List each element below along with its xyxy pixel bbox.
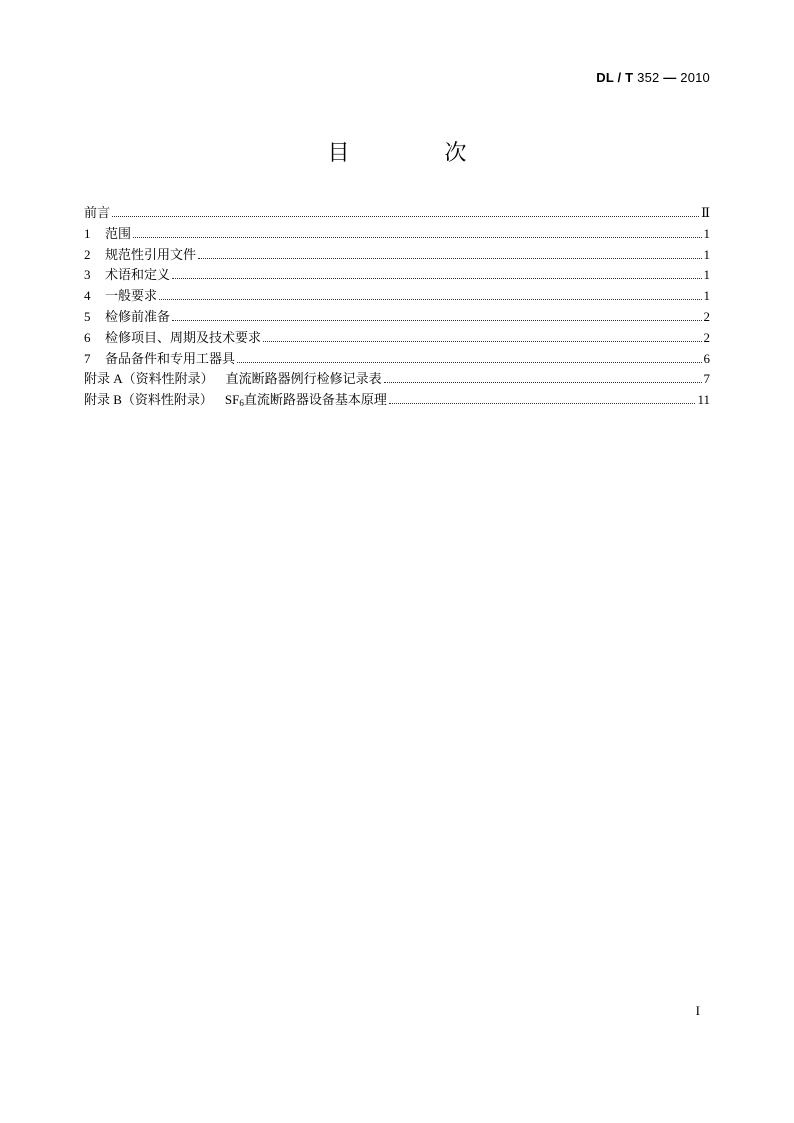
toc-entry-appendix-b[interactable] (84, 390, 710, 411)
toc-entry-page: 7 (703, 371, 710, 387)
toc-entry-title: 检修项目、周期及技术要求 (105, 329, 262, 345)
toc-entry-title: 直流断路器例行检修记录表 (225, 371, 382, 387)
toc-entry-page: 2 (703, 308, 710, 324)
toc-entry-number: 1 (84, 225, 91, 241)
toc-entry-page: 6 (703, 350, 710, 366)
toc-entry-4[interactable] (84, 286, 710, 307)
toc-leader (198, 258, 701, 259)
toc-entry-page: 11 (697, 392, 710, 408)
toc-leader (389, 403, 696, 404)
toc-entry-foreword[interactable] (84, 203, 710, 224)
standard-number: 352 (637, 70, 660, 85)
toc-entry-6[interactable] (84, 328, 710, 349)
toc-leader (112, 216, 699, 217)
toc-entry-5[interactable] (84, 307, 710, 328)
formula-subscript: 6 (239, 398, 244, 409)
toc-entry-page: 1 (703, 246, 710, 262)
toc-entry-number: 7 (84, 350, 91, 366)
table-of-contents (84, 203, 710, 411)
toc-entry-title: 术语和定义 (105, 267, 171, 283)
page-number: I (695, 1003, 700, 1018)
toc-leader (384, 382, 702, 383)
toc-entry-number: 6 (84, 329, 91, 345)
appendix-label: 附录 A（资料性附录） (84, 371, 214, 387)
toc-entry-number: 5 (84, 308, 91, 324)
standard-year: 2010 (680, 70, 710, 85)
toc-leader (133, 237, 701, 238)
toc-entry-title: 检修前准备 (105, 308, 171, 324)
toc-entry-appendix-a[interactable] (84, 369, 710, 390)
toc-entry-2[interactable] (84, 245, 710, 266)
toc-entry-title (225, 390, 387, 411)
toc-entry-number: 2 (84, 246, 91, 262)
toc-entry-title: 规范性引用文件 (105, 246, 197, 262)
toc-entry-7[interactable] (84, 349, 710, 370)
toc-leader (263, 341, 701, 342)
toc-entry-title: 备品备件和专用工器具 (105, 350, 236, 366)
standard-code: DL / T 352 — 2010 (596, 70, 710, 85)
toc-entry-title: 一般要求 (105, 288, 158, 304)
toc-leader (159, 299, 701, 300)
toc-leader (172, 320, 701, 321)
toc-entry-page: 1 (703, 267, 710, 283)
toc-leader (237, 362, 701, 363)
toc-entry-page: 1 (703, 225, 710, 241)
title-rest: 直流断路器设备基本原理 (243, 392, 387, 408)
toc-entry-page: Ⅱ (701, 205, 710, 220)
toc-entry-page: 2 (703, 329, 710, 345)
toc-entry-number: 4 (84, 288, 91, 304)
toc-entry-3[interactable] (84, 265, 710, 286)
toc-entry-page: 1 (703, 288, 710, 304)
toc-entry-title: 范围 (105, 225, 132, 241)
toc-leader (172, 278, 701, 279)
toc-entry-number: 3 (84, 267, 91, 283)
formula-sf: SF (224, 392, 240, 408)
page-title: 目 次 (327, 141, 511, 166)
toc-entry-title: 前言 (84, 205, 111, 220)
toc-entry-1[interactable] (84, 224, 710, 245)
standard-prefix: DL / T (596, 70, 634, 85)
appendix-label: 附录 B（资料性附录） (84, 392, 213, 408)
